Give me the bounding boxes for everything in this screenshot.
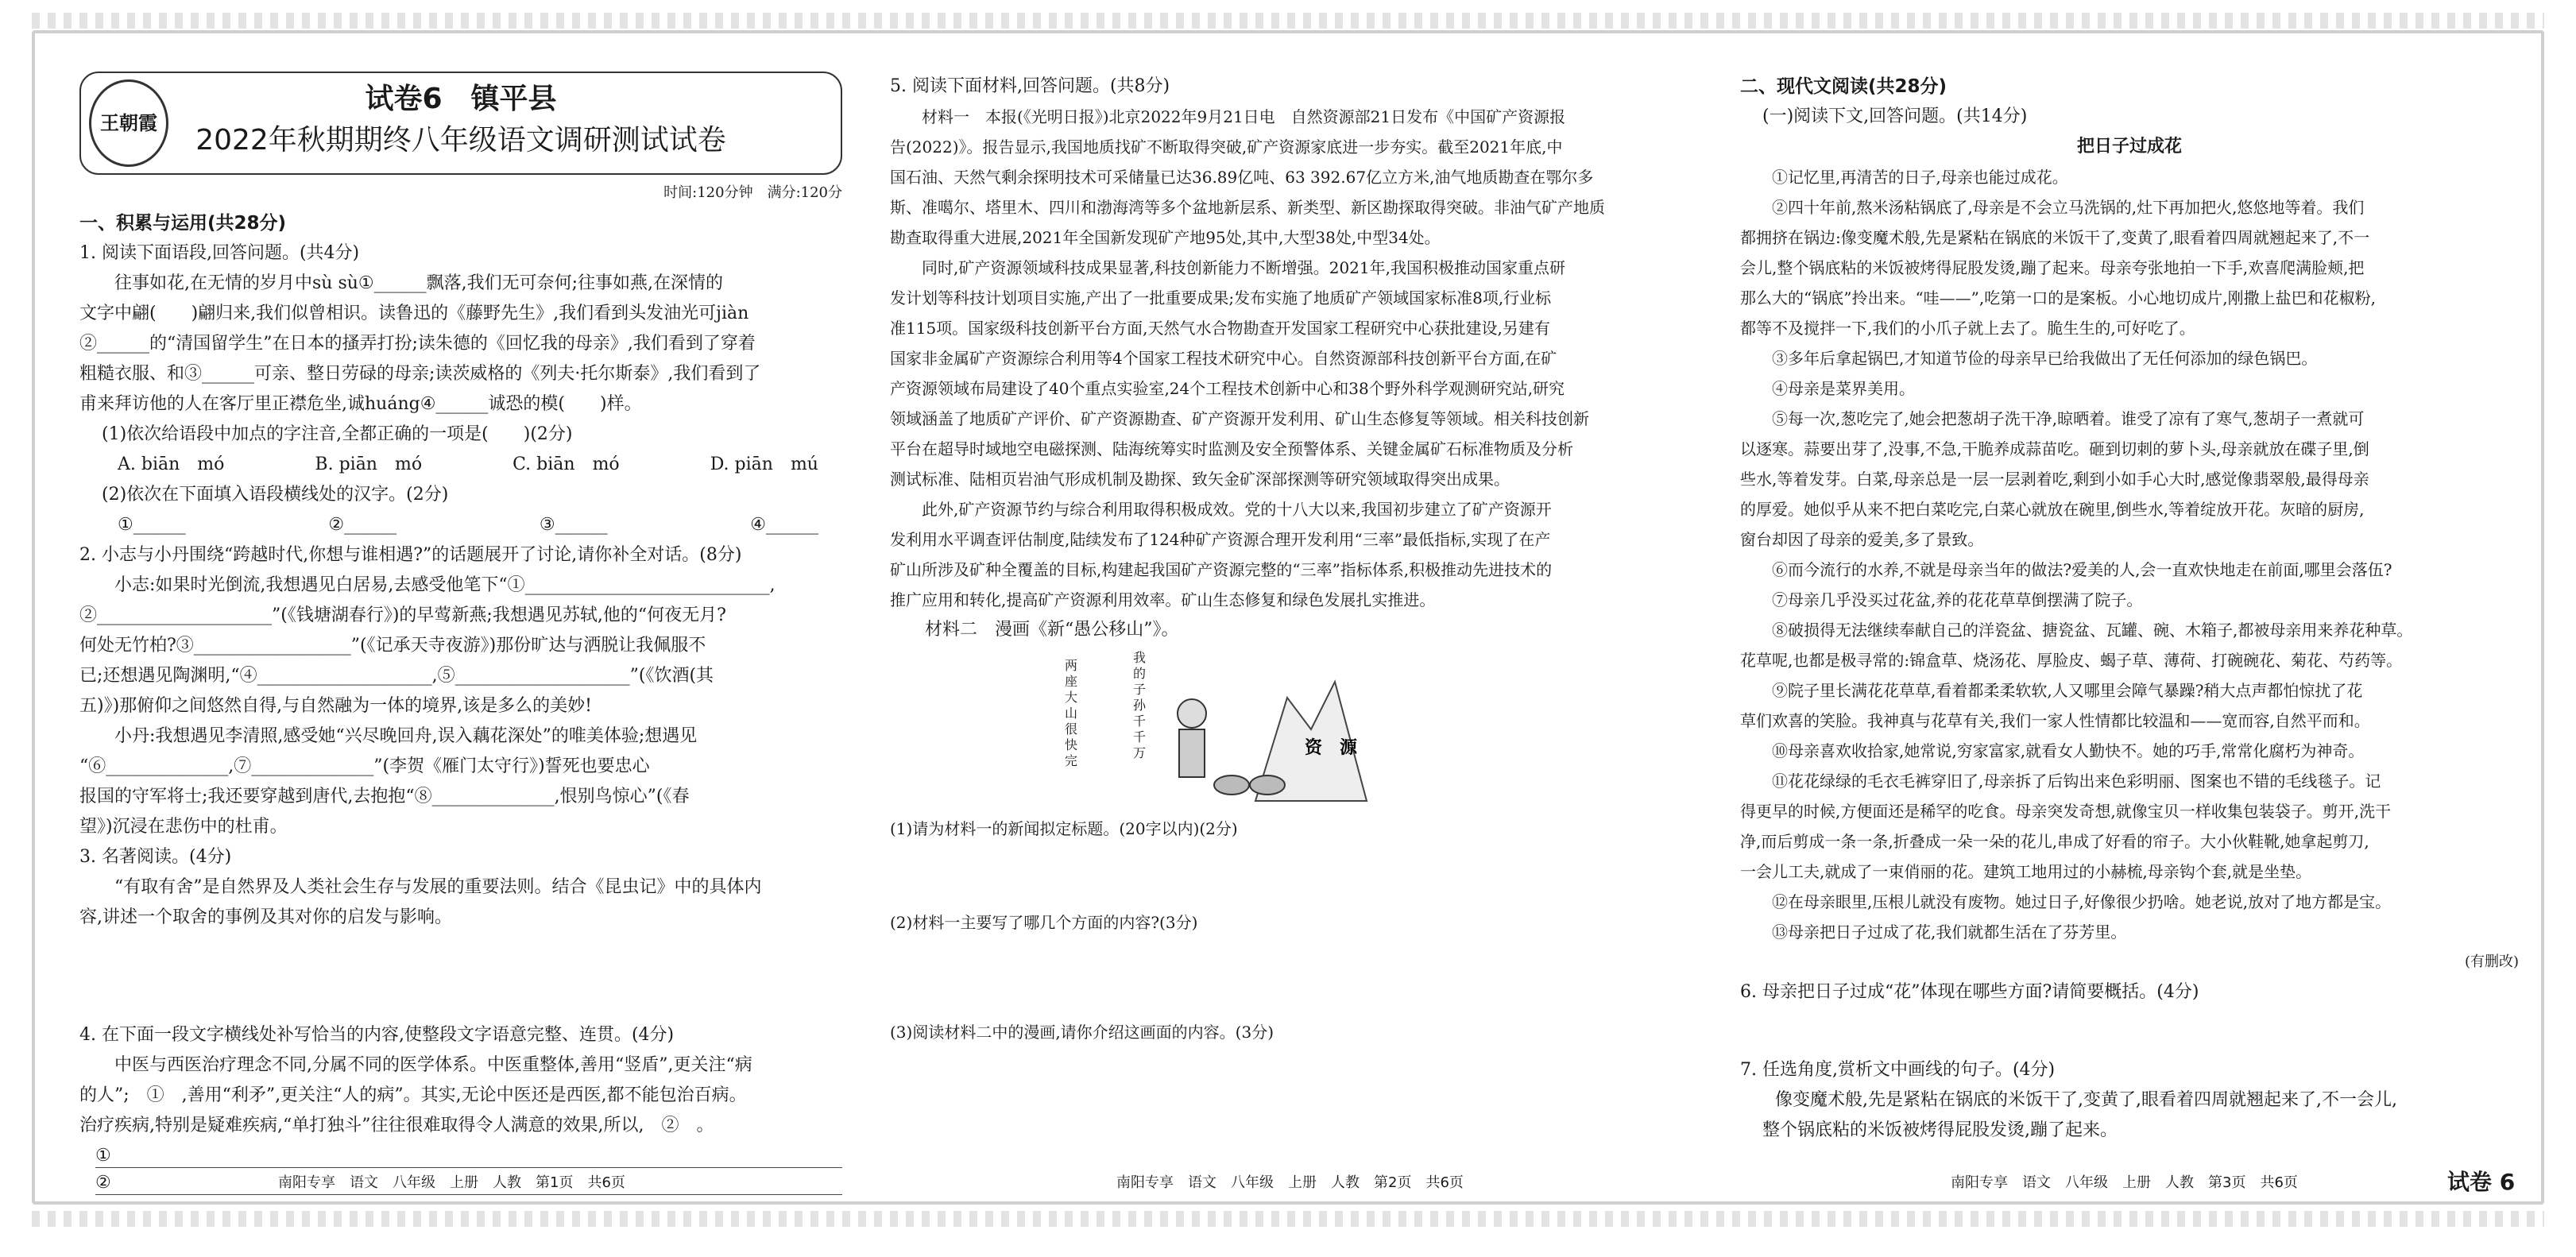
material-1: 推广应用和转化,提高矿产资源利用效率。矿山生态修复和绿色发展扎实推进。	[890, 590, 1436, 609]
option-b: B. piān mó	[315, 454, 423, 474]
q1-sub-1: (1)依次给语段中加点的字注音,全都正确的一项是( )(2分)	[102, 424, 573, 444]
exam-subtitle: 2022年秋期期终八年级语文调研测试试卷	[195, 124, 726, 157]
q2-text: 五)》)那俯仰之间悠然自得,与自然融为一体的境界,该是多么的美妙!	[79, 696, 592, 716]
material-1: 告(2022)》。报告显示,我国地质找矿不断取得突破,矿产资源家底进一步夯实。截至2021年底,中	[890, 137, 1563, 157]
material-1: 此外,矿产资源节约与综合利用取得积极成效。党的十八大以来,我国初步建立了矿产资源开	[922, 500, 1552, 519]
question-7: 7. 任选角度,赏析文中画线的句子。(4分)	[1740, 1060, 2056, 1080]
q3-text: 容,讲述一个取舍的事例及其对你的启发与影响。	[79, 907, 452, 927]
essay-paragraph: 净,而后剪成一条一条,折叠成一朵一朵的花儿,串成了好看的帘子。大小伙鞋靴,她拿起剪刀,	[1740, 832, 2369, 851]
answer-space[interactable]	[890, 938, 1684, 1017]
q5-sub-2: (2)材料一主要写了哪几个方面的内容?(3分)	[890, 913, 1198, 932]
q1-text: 粗糙衣服、和③______可亲、整日劳碌的母亲;读茨威格的《列夫·托尔斯泰》,我们看到了	[79, 364, 761, 384]
material-1: 国石油、天然气剩余探明技术可采储量已达36.89亿吨、63 392.67亿立方米,油气地质勘查在鄂尔多	[890, 168, 1594, 187]
part-heading: (一)阅读下文,回答问题。(共14分)	[1762, 106, 2028, 126]
section-heading: 一、积累与运用(共28分)	[79, 213, 287, 234]
essay-paragraph: 花草呢,也都是极寻常的:锦盒草、烧汤花、厚脸皮、蝎子草、薄荷、打碗碗花、菊花、芍药等。	[1740, 651, 2403, 670]
old-man-icon	[1178, 699, 1206, 728]
basket-icon	[1250, 775, 1285, 795]
material-1: 产资源领域布局建设了40个重点实验室,24个工程技术创新中心和38个野外科学观测研究站,研究	[890, 379, 1565, 398]
answer-space[interactable]	[79, 933, 842, 1020]
q4-answer-1[interactable]: ①	[95, 1141, 842, 1168]
essay-paragraph: ④母亲是菜界美用。	[1772, 379, 1915, 398]
q1-text: 甫来拜访他的人在客厅里正襟危坐,诚huáng④______诚恐的模( )样。	[79, 394, 642, 414]
exam-header	[79, 72, 842, 175]
exam-tag: 试卷 6	[2447, 1169, 2516, 1195]
exam-title: 试卷6 镇平县	[365, 83, 557, 115]
q1-text: 往事如花,在无情的岁月中sù sù①______飘落,我们无可奈何;往事如燕,在深情的	[114, 273, 724, 293]
blank-4: ④______	[750, 515, 818, 535]
essay-paragraph: ⑪花花绿绿的毛衣毛裤穿旧了,母亲拆了后钩出来色彩明丽、图案也不错的毛线毯子。记	[1772, 772, 2381, 791]
essay-paragraph: 的厚爱。她似乎从来不把白菜吃完,白菜心就放在碗里,倒些水,等着绽放开花。灰暗的厨房,	[1740, 500, 2365, 519]
essay-paragraph: ⑧破损得无法继续奉献自己的洋瓷盆、搪瓷盆、瓦罐、碗、木箱子,都被母亲用来养花种草。	[1772, 621, 2413, 640]
comic-caption-left: 两座大山很快完	[1065, 658, 1078, 768]
exam-meta: 时间:120分钟 满分:120分	[663, 184, 842, 201]
blank-1: ①______	[118, 515, 186, 535]
essay-paragraph: 会儿,整个锅底粘的米饭被烤得屁股发烫,蹦了起来。母亲夸张地拍一下手,欢喜爬满脸颊,把	[1740, 258, 2365, 277]
option-c: C. biān mó	[512, 454, 620, 474]
q2-text: 小志:如果时光倒流,我想遇见白居易,去感受他笔下“①____________________________,	[114, 575, 776, 595]
basket-icon	[1214, 775, 1249, 795]
essay-paragraph: ⑩母亲喜欢收拾家,她常说,穷家富家,就看女人勤快不。她的巧手,常常化腐朽为神奇。	[1772, 741, 2365, 760]
q1-text: ②______的“清国留学生”在日本的搔弄打扮;读朱德的《回忆我的母亲》,我们看到了穿着	[79, 334, 756, 354]
question-4: 4. 在下面一段文字横线处补写恰当的内容,使整段文字语意完整、连贯。(4分)	[79, 1025, 675, 1045]
question-6: 6. 母亲把日子过成“花”体现在哪些方面?请简要概括。(4分)	[1740, 982, 2199, 1002]
question-5: 5. 阅读下面材料,回答问题。(共8分)	[890, 76, 1170, 96]
essay-paragraph: 些水,等着发芽。白菜,母亲总是一层一层剥着吃,剩到小如手心大时,感觉像翡翠般,最得母亲	[1740, 470, 2369, 489]
essay-paragraph: ⑫在母亲眼里,压根儿就没有废物。她过日子,好像很少扔啥。她老说,放对了地方都是宝。	[1772, 892, 2392, 911]
q2-text: 望》)沉浸在悲伤中的杜甫。	[79, 817, 288, 837]
q2-text: 报国的守军将士;我还要穿越到唐代,去抱抱“⑧______________,恨别鸟惊心”(《春	[79, 787, 690, 806]
column-2	[890, 72, 1684, 1168]
material-1: 斯、准噶尔、塔里木、四川和渤海湾等多个盆地新层系、新类型、新区勘探取得突破。非油气矿产地质	[890, 198, 1605, 217]
logo-seal: 王朝霞	[89, 79, 168, 167]
question-1: 1. 阅读下面语段,回答问题。(共4分)	[79, 243, 360, 263]
essay-paragraph: 得更早的时候,方便面还是稀罕的吃食。母亲突发奇想,就像宝贝一样收集包装袋子。剪开,洗干	[1740, 802, 2392, 821]
section-heading: 二、现代文阅读(共28分)	[1740, 76, 1947, 97]
q2-text: 小丹:我想遇见李清照,感受她“兴尽晚回舟,误入藕花深处”的唯美体验;想遇见	[114, 726, 698, 746]
q4-text: 中医与西医治疗理念不同,分属不同的医学体系。中医重整体,善用“竖盾”,更关注“病	[114, 1055, 752, 1075]
essay-paragraph: ⑦母亲几乎没买过花盆,养的花花草草倒摆满了院子。	[1772, 590, 2143, 609]
comic-label-resource: 资 源	[1305, 738, 1358, 758]
q7-quote: 整个锅底粘的米饭被烤得屁股发烫,蹦了起来。	[1762, 1120, 2118, 1140]
essay-paragraph: ⑨院子里长满花花草草,看着都柔柔软软,人又哪里会障气暴躁?稍大点声都怕惊扰了花	[1772, 681, 2363, 700]
q2-text: “⑥______________,⑦______________”(李贺《雁门太守行》)誓死也要忠心	[79, 756, 650, 776]
essay-paragraph: ①记忆里,再清苦的日子,母亲也能过成花。	[1772, 168, 2068, 187]
answer-space[interactable]	[1740, 1008, 2519, 1055]
essay-paragraph: 都等不及搅拌一下,我们的小爪子就上去了。脆生生的,可好吃了。	[1740, 319, 2195, 338]
essay-paragraph: 草们欢喜的笑脸。我神真与花草有关,我们一家人性情都比较温和——宽而容,自然平而和。	[1740, 711, 2370, 730]
footer-page-2: 南阳专享 语文 八年级 上册 人教 第2页 共6页	[1116, 1174, 1464, 1191]
q7-quote: 像变魔术般,先是紧粘在锅底的米饭干了,变黄了,眼看着四周就翘起来了,不一会儿,	[1775, 1090, 2397, 1110]
comic-caption-right: 我的子孙千千万	[1133, 650, 1147, 760]
material-1: 准115项。国家级科技创新平台方面,天然气水合物勘查开发国家工程研究中心获批建设,另建有	[890, 319, 1550, 338]
q4-text: 的人”; ① ,善用“利矛”,更关注“人的病”。其实,无论中医还是西医,都不能包治百病。	[79, 1085, 747, 1105]
material-1: 发计划等科技计划项目实施,产出了一批重要成果;发布实施了地质矿产领域国家标准8项,行业标	[890, 288, 1552, 307]
q2-text: 已;还想遇见陶渊明,“④____________________,⑤____________________”(《饮酒(其	[79, 666, 714, 686]
essay-paragraph: 以逐寒。蒜要出芽了,没事,不急,干脆养成蒜苗吃。砸到切刺的萝卜头,母亲就放在碟子里,倒	[1740, 439, 2369, 458]
footer-page-1: 南阳专享 语文 八年级 上册 人教 第1页 共6页	[278, 1174, 625, 1191]
q2-text: 何处无竹柏?③__________________”(《记承天寺夜游》)那份旷达与洒脱让我佩服不	[79, 636, 706, 656]
essay-paragraph: ③多年后拿起锅巴,才知道节俭的母亲早已给我做出了无任何添加的绿色锅巴。	[1772, 349, 2318, 368]
q1-sub-2: (2)依次在下面填入语段横线处的汉字。(2分)	[102, 485, 449, 505]
footer-page-3: 南阳专享 语文 八年级 上册 人教 第3页 共6页	[1951, 1174, 2298, 1191]
material-1: 勘查取得重大进展,2021年全国新发现矿产地95处,其中,大型38处,中型34处。	[890, 228, 1441, 247]
q4-answer-2[interactable]: ②	[95, 1168, 842, 1195]
abridged-note: (有删改)	[2464, 953, 2519, 970]
essay-paragraph: ⑥而今流行的水养,不就是母亲当年的做法?爱美的人,会一直欢快地走在前面,哪里会落伍?	[1772, 560, 2392, 579]
essay-paragraph: ⑬母亲把日子过成了花,我们就都生活在了芬芳里。	[1772, 922, 2127, 942]
material-1: 测试标准、陆相页岩油气形成机制及勘探、致矢金矿深部探测等研究领域取得突出成果。	[890, 470, 1510, 489]
q1-options	[79, 450, 842, 480]
option-d: D. piān mú	[710, 454, 818, 474]
blank-3: ③______	[539, 515, 608, 535]
material-1: 发利用水平调查评估制度,陆续发布了124种矿产资源合理开发利用“三率”最低指标,实现了在产	[890, 530, 1551, 549]
material-1: 矿山所涉及矿种全覆盖的目标,构建起我国矿产资源完整的“三率”指标体系,积极推动先进技术的	[890, 560, 1553, 579]
q5-sub-3: (3)阅读材料二中的漫画,请你介绍这画面的内容。(3分)	[890, 1023, 1274, 1042]
essay-paragraph: 都拥挤在锅边:像变魔术般,先是紧粘在锅底的米饭干了,变黄了,眼看着四周就翘起来了,不一	[1740, 228, 2370, 247]
material-1: 国家非金属矿产资源综合利用等4个国家工程技术研究中心。自然资源部科技创新平台方面,在矿	[890, 349, 1557, 368]
material-1: 同时,矿产资源领域科技成果显著,科技创新能力不断增强。2021年,我国积极推动国家重点研	[922, 258, 1565, 277]
essay-paragraph: 那么大的“锅底”拎出来。“哇——”,吃第一口的是案板。小心地切成片,刚撒上盐巴和花椒粉,	[1740, 288, 2376, 307]
column-3	[1740, 72, 2519, 1168]
essay-paragraph: ②四十年前,熬米汤粘锅底了,母亲是不会立马洗锅的,灶下再加把火,悠悠地等着。我们	[1772, 198, 2365, 217]
question-3: 3. 名著阅读。(4分)	[79, 847, 232, 867]
material-2: 材料二 漫画《新“愚公移山”》。	[925, 620, 1179, 640]
question-2: 2. 小志与小丹围绕“跨越时代,你想与谁相遇?”的话题展开了讨论,请你补全对话。(8分)	[79, 545, 742, 565]
option-a: A. biān mó	[118, 454, 225, 474]
essay-paragraph: 一会儿工夫,就成了一束俏丽的花。建筑工地用过的小赫梳,母亲钩个套,就是坐垫。	[1740, 862, 2312, 881]
material-1: 材料一 本报(《光明日报》)北京2022年9月21日电 自然资源部21日发布《中国矿产资源报	[922, 107, 1566, 126]
comic-illustration	[1065, 650, 1383, 809]
essay-title: 把日子过成花	[2076, 137, 2182, 157]
top-border	[32, 13, 2544, 29]
q2-text: ②____________________”(《钱塘湖春行》)的早莺新燕;我想遇见苏轼,他的“何夜无月?	[79, 605, 726, 625]
q4-text: 治疗疾病,特别是疑难疾病,“单打独斗”往往很难取得令人满意的效果,所以, ② 。	[79, 1116, 714, 1135]
q1-blanks	[79, 510, 842, 540]
blank-2: ②______	[328, 515, 397, 535]
bottom-border	[32, 1211, 2544, 1227]
q1-text: 文字中翩( )翩归来,我们似曾相识。读鲁迅的《藤野先生》,我们看到头发油光可jiàn	[79, 304, 749, 323]
essay-paragraph: ⑤每一次,葱吃完了,她会把葱胡子洗干净,晾晒着。谁受了凉有了寒气,葱胡子一煮就可	[1772, 409, 2365, 428]
material-1: 平台在超导时域地空电磁探测、陆海统筹实时监测及安全预警体系、关键金属矿石标准物质及分析	[890, 439, 1573, 458]
essay-paragraph: 窗台却因了母亲的爱美,多了景致。	[1740, 530, 1984, 549]
q3-text: “有取有舍”是自然界及人类社会生存与发展的重要法则。结合《昆虫记》中的具体内	[114, 877, 762, 897]
answer-space[interactable]	[890, 844, 1684, 907]
material-1: 领域涵盖了地质矿产评价、矿产资源勘查、矿产资源开发利用、矿山生态修复等领域。相关科技创新	[890, 409, 1589, 428]
q5-sub-1: (1)请为材料一的新闻拟定标题。(20字以内)(2分)	[890, 819, 1238, 838]
